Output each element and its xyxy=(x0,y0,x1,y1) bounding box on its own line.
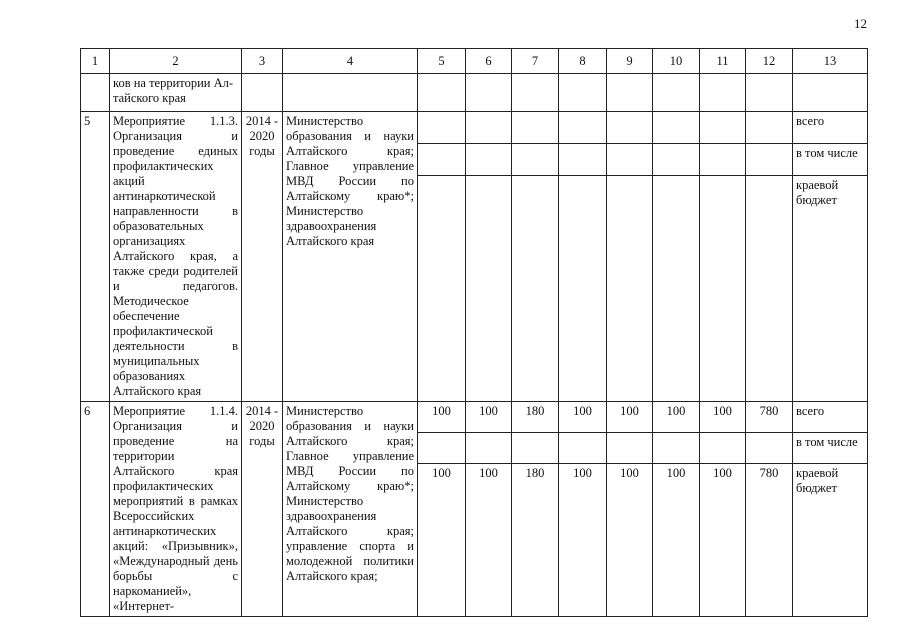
col-header: 2 xyxy=(110,49,242,74)
col-header: 1 xyxy=(81,49,110,74)
value-cell: 100 xyxy=(653,402,700,433)
col-header: 8 xyxy=(559,49,607,74)
program-table xyxy=(80,48,868,617)
value-cell: 780 xyxy=(746,402,793,433)
value-cell xyxy=(466,112,512,144)
value-cell xyxy=(653,112,700,144)
value-cell xyxy=(512,433,559,464)
value-cell xyxy=(512,143,559,175)
measure-text: Мероприятие 1.1.4. Организация и проведение на территории Алтайского края профилактических мероприятий в рамках Всероссийских антинаркотических акций: «Призывник», «Международный день борьбы с наркоманией», «Интернет- xyxy=(110,402,242,617)
value-cell xyxy=(512,112,559,144)
value-cell xyxy=(559,175,607,401)
col-header: 7 xyxy=(512,49,559,74)
value-cell: 100 xyxy=(607,464,653,617)
value-cell: 100 xyxy=(700,464,746,617)
value-cell xyxy=(607,433,653,464)
value-cell: 100 xyxy=(653,464,700,617)
continuation-text: ков на территории Ал- тайского края xyxy=(110,74,242,112)
executors-text: Министерство образования и науки Алтайского края; Главное управление МВД России по Алтайскому краю*; Министерство здравоохранения Алтайского края; управление спорта и молодежной политики Алтайского края; xyxy=(283,402,418,617)
header-row xyxy=(81,49,868,74)
col-header: 6 xyxy=(466,49,512,74)
value-cell xyxy=(746,112,793,144)
funding-label: всего xyxy=(793,402,868,433)
col-header: 9 xyxy=(607,49,653,74)
col-header: 11 xyxy=(700,49,746,74)
value-cell xyxy=(700,175,746,401)
value-cell xyxy=(466,433,512,464)
col-header: 10 xyxy=(653,49,700,74)
value-cell xyxy=(607,175,653,401)
value-cell: 180 xyxy=(512,402,559,433)
value-cell xyxy=(746,175,793,401)
value-cell: 100 xyxy=(466,464,512,617)
funding-label: всего xyxy=(793,112,868,144)
value-cell xyxy=(418,143,466,175)
col-header: 13 xyxy=(793,49,868,74)
value-cell: 100 xyxy=(466,402,512,433)
row-number: 6 xyxy=(81,402,110,617)
value-cell: 100 xyxy=(607,402,653,433)
value-cell: 100 xyxy=(418,402,466,433)
funding-label: краевой бюджет xyxy=(793,175,868,401)
funding-label: краевой бюджет xyxy=(793,464,868,617)
value-cell xyxy=(700,143,746,175)
value-cell xyxy=(466,143,512,175)
value-cell xyxy=(512,175,559,401)
continuation-row xyxy=(81,74,868,112)
col-header: 3 xyxy=(242,49,283,74)
value-cell: 180 xyxy=(512,464,559,617)
period: 2014 - 2020 годы xyxy=(242,402,283,617)
page-number: 12 xyxy=(854,16,867,31)
value-cell xyxy=(418,175,466,401)
value-cell: 100 xyxy=(559,402,607,433)
table-row xyxy=(81,402,868,433)
executors-text: Министерство образования и науки Алтайского края; Главное управление МВД России по Алтайскому краю*; Министерство здравоохранения Алтайского края xyxy=(283,112,418,402)
value-cell xyxy=(607,143,653,175)
table-row xyxy=(81,112,868,144)
value-cell: 100 xyxy=(559,464,607,617)
value-cell xyxy=(746,143,793,175)
funding-label: в том числе xyxy=(793,433,868,464)
value-cell xyxy=(559,143,607,175)
col-header: 12 xyxy=(746,49,793,74)
measure-text: Мероприятие 1.1.3. Организация и проведение единых профилактических акций антинаркотической направленности в образовательных организациях Алтайского края, а также среди родителей и педагогов. Методическое обеспечение профилактической деятельности в муниципальных образованиях Алтайского края xyxy=(110,112,242,402)
value-cell xyxy=(653,143,700,175)
value-cell: 780 xyxy=(746,464,793,617)
row-number: 5 xyxy=(81,112,110,402)
col-header: 4 xyxy=(283,49,418,74)
value-cell xyxy=(746,433,793,464)
value-cell xyxy=(559,112,607,144)
value-cell xyxy=(466,175,512,401)
value-cell xyxy=(700,112,746,144)
value-cell: 100 xyxy=(700,402,746,433)
value-cell xyxy=(418,112,466,144)
value-cell xyxy=(653,175,700,401)
value-cell xyxy=(418,433,466,464)
col-header: 5 xyxy=(418,49,466,74)
value-cell xyxy=(653,433,700,464)
funding-label: в том числе xyxy=(793,143,868,175)
value-cell xyxy=(700,433,746,464)
value-cell xyxy=(607,112,653,144)
value-cell xyxy=(559,433,607,464)
value-cell: 100 xyxy=(418,464,466,617)
period: 2014 - 2020 годы xyxy=(242,112,283,402)
